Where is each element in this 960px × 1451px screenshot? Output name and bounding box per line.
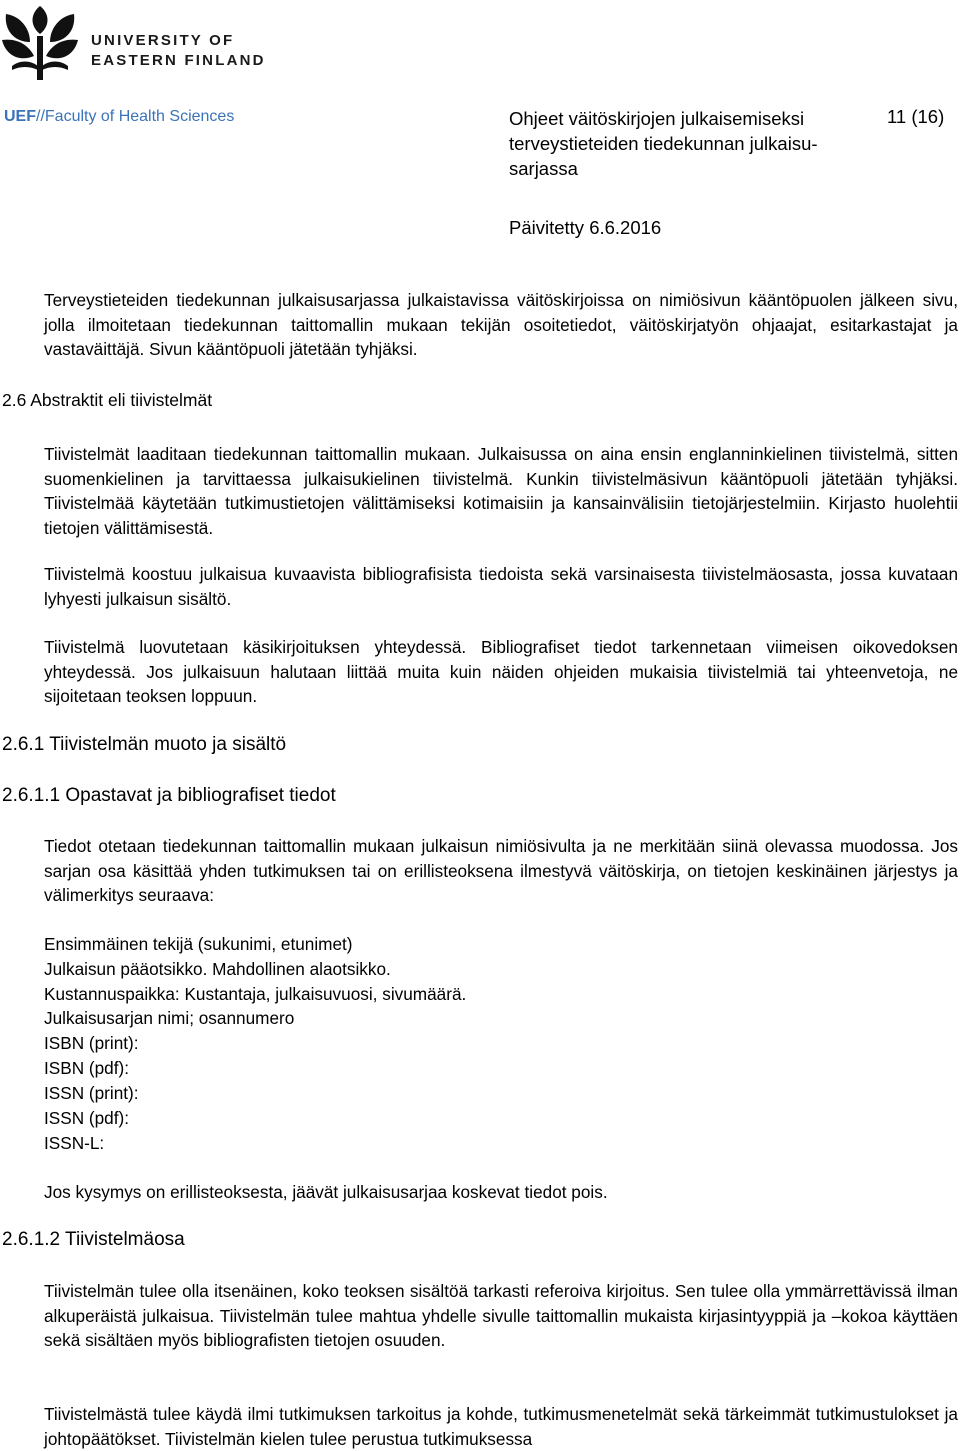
page-number: 11 (16) xyxy=(887,106,945,127)
updated-date: Päivitetty 6.6.2016 xyxy=(509,217,662,238)
faculty-uef: UEF xyxy=(4,108,36,125)
heading-2-6-1: 2.6.1 Tiivistelmän muoto ja sisältö xyxy=(2,734,287,755)
biblio-item: ISSN (pdf): xyxy=(44,1108,130,1128)
biblio-item: ISSN (print): xyxy=(44,1083,139,1103)
biblio-item: Ensimmäinen tekijä (sukunimi, etunimet) xyxy=(44,934,353,954)
paragraph-series-note: Jos kysymys on erillisteoksesta, jäävät julkaisusarjaa koskevat tiedot pois. xyxy=(44,1182,608,1202)
uef-logo-icon xyxy=(0,0,82,82)
biblio-item: Kustannuspaikka: Kustantaja, julkaisuvuosi, sivumäärä. xyxy=(44,984,467,1004)
university-name-line2: EASTERN FINLAND xyxy=(91,52,266,69)
university-name-line1: UNIVERSITY OF xyxy=(91,32,235,49)
heading-2-6-1-2: 2.6.1.2 Tiivistelmäosa xyxy=(2,1229,185,1250)
biblio-item: Julkaisun pääotsikko. Mahdollinen alaotsikko. xyxy=(44,959,391,979)
biblio-item: ISSN-L: xyxy=(44,1133,105,1153)
paragraph-2-6-a: Tiivistelmät laaditaan tiedekunnan taittomallin mukaan. Julkaisussa on aina ensin englanninkielinen tiivistelmä, sitten suomenkielinen ja tarvittaessa julkaisukielinen tiivistelmä. Kunkin tiivistelmäsivun kääntöpuoli jätetään tyhjäksi. Tiivistelmää käytetään tutkimustietojen välittämiseksi kotimaisiin ja kansainvälisiin tietojärjestelmiin. Kirjasto huolehtii tietojen välittämisestä. xyxy=(44,444,958,538)
paragraph-2-6-c: Tiivistelmä luovutetaan käsikirjoituksen yhteydessä. Bibliografiset tiedot tarkennetaan viimeisen oikovedoksen yhteydessä. Jos julkaisuun halutaan liittää muita kuin näiden ohjeiden mukaisia tiivistelmiä tai yhteenvetoja, ne sijoitetaan teoksen loppuun. xyxy=(44,637,958,706)
faculty-name: Faculty of Health Sciences xyxy=(44,108,235,125)
biblio-item: Julkaisusarjan nimi; osannumero xyxy=(44,1008,295,1028)
heading-2-6-1-1: 2.6.1.1 Opastavat ja bibliografiset tiedot xyxy=(2,785,336,806)
paragraph-2-6-b: Tiivistelmä koostuu julkaisua kuvaavista bibliografisista tiedoista sekä varsinaisesta tiivistelmäosasta, jossa kuvataan lyhyesti julkaisun sisältö. xyxy=(44,564,958,609)
biblio-item: ISBN (pdf): xyxy=(44,1058,130,1078)
faculty-separator: // xyxy=(36,108,45,125)
heading-2-6: 2.6 Abstraktit eli tiivistelmät xyxy=(2,390,213,410)
intro-paragraph: Terveystieteiden tiedekunnan julkaisusarjassa julkaistavissa väitöskirjoissa on nimiösivun kääntöpuolen jälkeen sivu, jolla ilmoitetaan tiedekunnan taittomallin mukaan tekijän osoitetiedot, väitöskirjatyön ohjaajat, esitarkastajat ja vastaväittäjä. Sivun kääntöpuoli jätetään tyhjäksi. xyxy=(44,290,958,359)
paragraph-2-6-1-2-a: Tiivistelmän tulee olla itsenäinen, koko teoksen sisältöä tarkasti referoiva kirjoitus. Sen tulee olla ymmärrettävissä ilman alkuperäistä julkaisua. Tiivistelmän tulee mahtua yhdelle sivulle taittomallin mukaista kirjasintyyppiä ja –kokoa käyttäen sekä sisältäen myös bibliografisten tietojen osuuden. xyxy=(44,1281,958,1350)
faculty-label xyxy=(4,108,234,126)
paragraph-2-6-1-1: Tiedot otetaan tiedekunnan taittomallin mukaan julkaisun nimiösivulta ja ne merkitään siinä olevassa muodossa. Jos sarjan osa käsittää yhden tutkimuksen tai on erillisteoksena ilmestyvä väitöskirja, on tietojen keskinäinen järjestys ja välimerkitys seuraava: xyxy=(44,836,958,905)
biblio-item: ISBN (print): xyxy=(44,1033,139,1053)
paragraph-2-6-1-2-b: Tiivistelmästä tulee käydä ilmi tutkimuksen tarkoitus ja kohde, tutkimusmenetelmät sekä tärkeimmät tutkimustulokset ja johtopäätökset. Tiivistelmän kielen tulee perustua tutkimuksessa xyxy=(44,1404,958,1449)
document-title: Ohjeet väitöskirjojen julkaisemiseksi terveystieteiden tiedekunnan julkaisu-sarjassa xyxy=(509,108,818,179)
